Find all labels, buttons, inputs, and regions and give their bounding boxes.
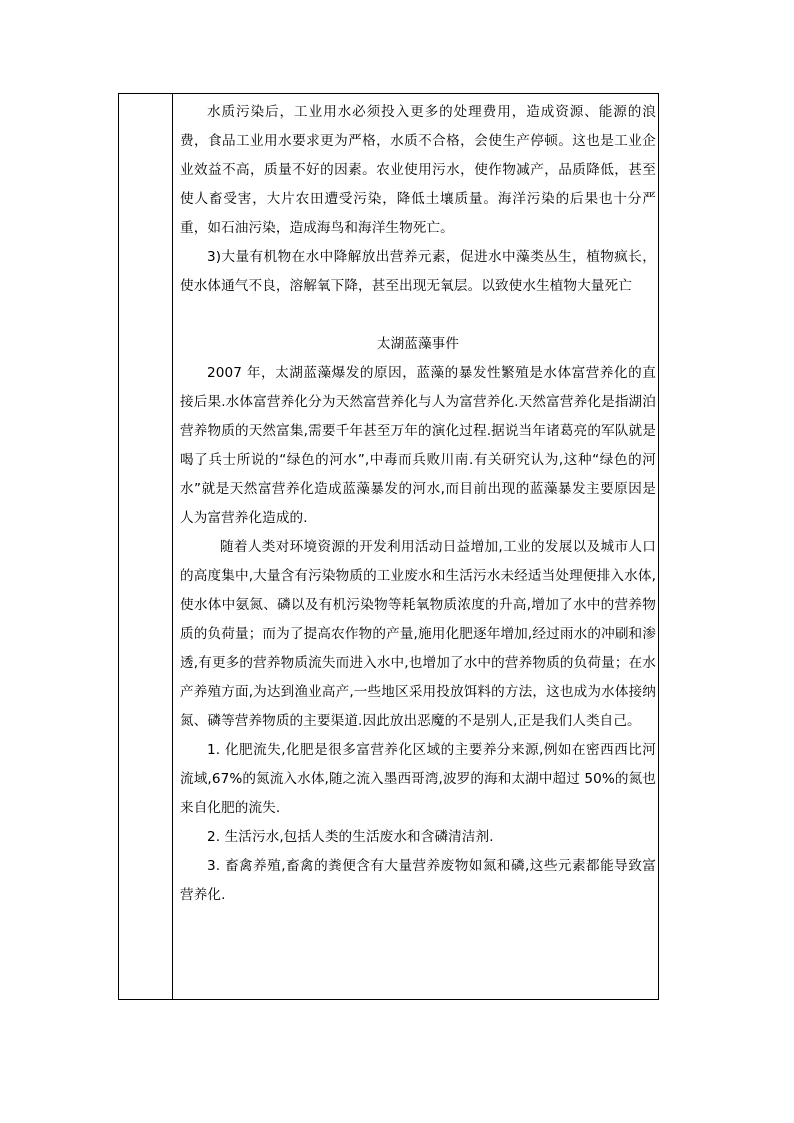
list-item-fertilizer: 1. 化肥流失,化肥是很多富营养化区域的主要养分来源,例如在密西西比河流域,67%的氮流入水体,随之流入墨西哥湾,波罗的海和太湖中超过 50%的氮也来自化肥的流失.	[180, 742, 656, 816]
section-heading: 太湖蓝藻事件	[376, 336, 460, 352]
blank-line	[180, 301, 656, 330]
paragraph-human-activity: 随着人类对环境资源的开发利用活动日益增加,工业的发展以及城市人口的高度集中,大量含有污染物质的工业废水和生活污水未经适当处理便排入水体,使水体中氨氮、磷以及有机污染物等耗氧物质浓度的升高,增加了水中的营养物质的负荷量；而为了提高农作物的产量,施用化肥逐年增加,经过雨水的冲刷和渗透,有更多的营养物质流失而进入水中,也增加了水中的营养物质的负荷量；在水产养殖方面,为达到渔业高产,一些地区采用投放饵料的方法，这也成为水体接纳氮、磷等营养物质的主要渠道.因此放出恶魔的不是别人,正是我们人类自己。	[180, 539, 656, 729]
paragraph-water-pollution-effects: 水质污染后，工业用水必须投入更多的处理费用，造成资源、能源的浪费，食品工业用水要求更为严格，水质不合格，会使生产停顿。这也是工业企业效益不高，质量不好的因素。农业使用污水，使作物减产，品质降低，甚至使人畜受害，大片农田遭受污染，降低土壤质量。海洋污染的后果也十分严重，如石油污染，造成海鸟和海洋生物死亡。	[180, 104, 656, 236]
paragraph-organic-matter: 3)大量有机物在水中降解放出营养元素，促进水中藻类丛生，植物疯长，使水体通气不良，溶解氧下降，甚至出现无氧层。以致使水生植物大量死亡	[180, 249, 656, 294]
table-content-cell	[180, 98, 656, 910]
list-item-sewage: 2. 生活污水,包括人类的生活废水和含磷清洁剂.	[207, 829, 494, 845]
paragraph-taihu-cause: 2007 年，太湖蓝藻爆发的原因，蓝藻的暴发性繁殖是水体富营养化的直接后果.水体富营养化分为天然富营养化与人为富营养化.天然富营养化是指湖泊营养物质的天然富集,需要千年甚至万年的演化过程.据说当年诸葛亮的军队就是喝了兵士所说的“绿色的河水”,中毒而兵败川南.有关研究认为,这种“绿色的河水”就是天然富营养化造成蓝藻暴发的河水,而目前出现的蓝藻暴发主要原因是人为富营养化造成的.	[180, 365, 656, 526]
list-item-livestock: 3. 畜禽养殖,畜禽的粪便含有大量营养废物如氮和磷,这些元素都能导致富营养化.	[180, 858, 656, 903]
table-column-divider	[172, 93, 173, 1000]
